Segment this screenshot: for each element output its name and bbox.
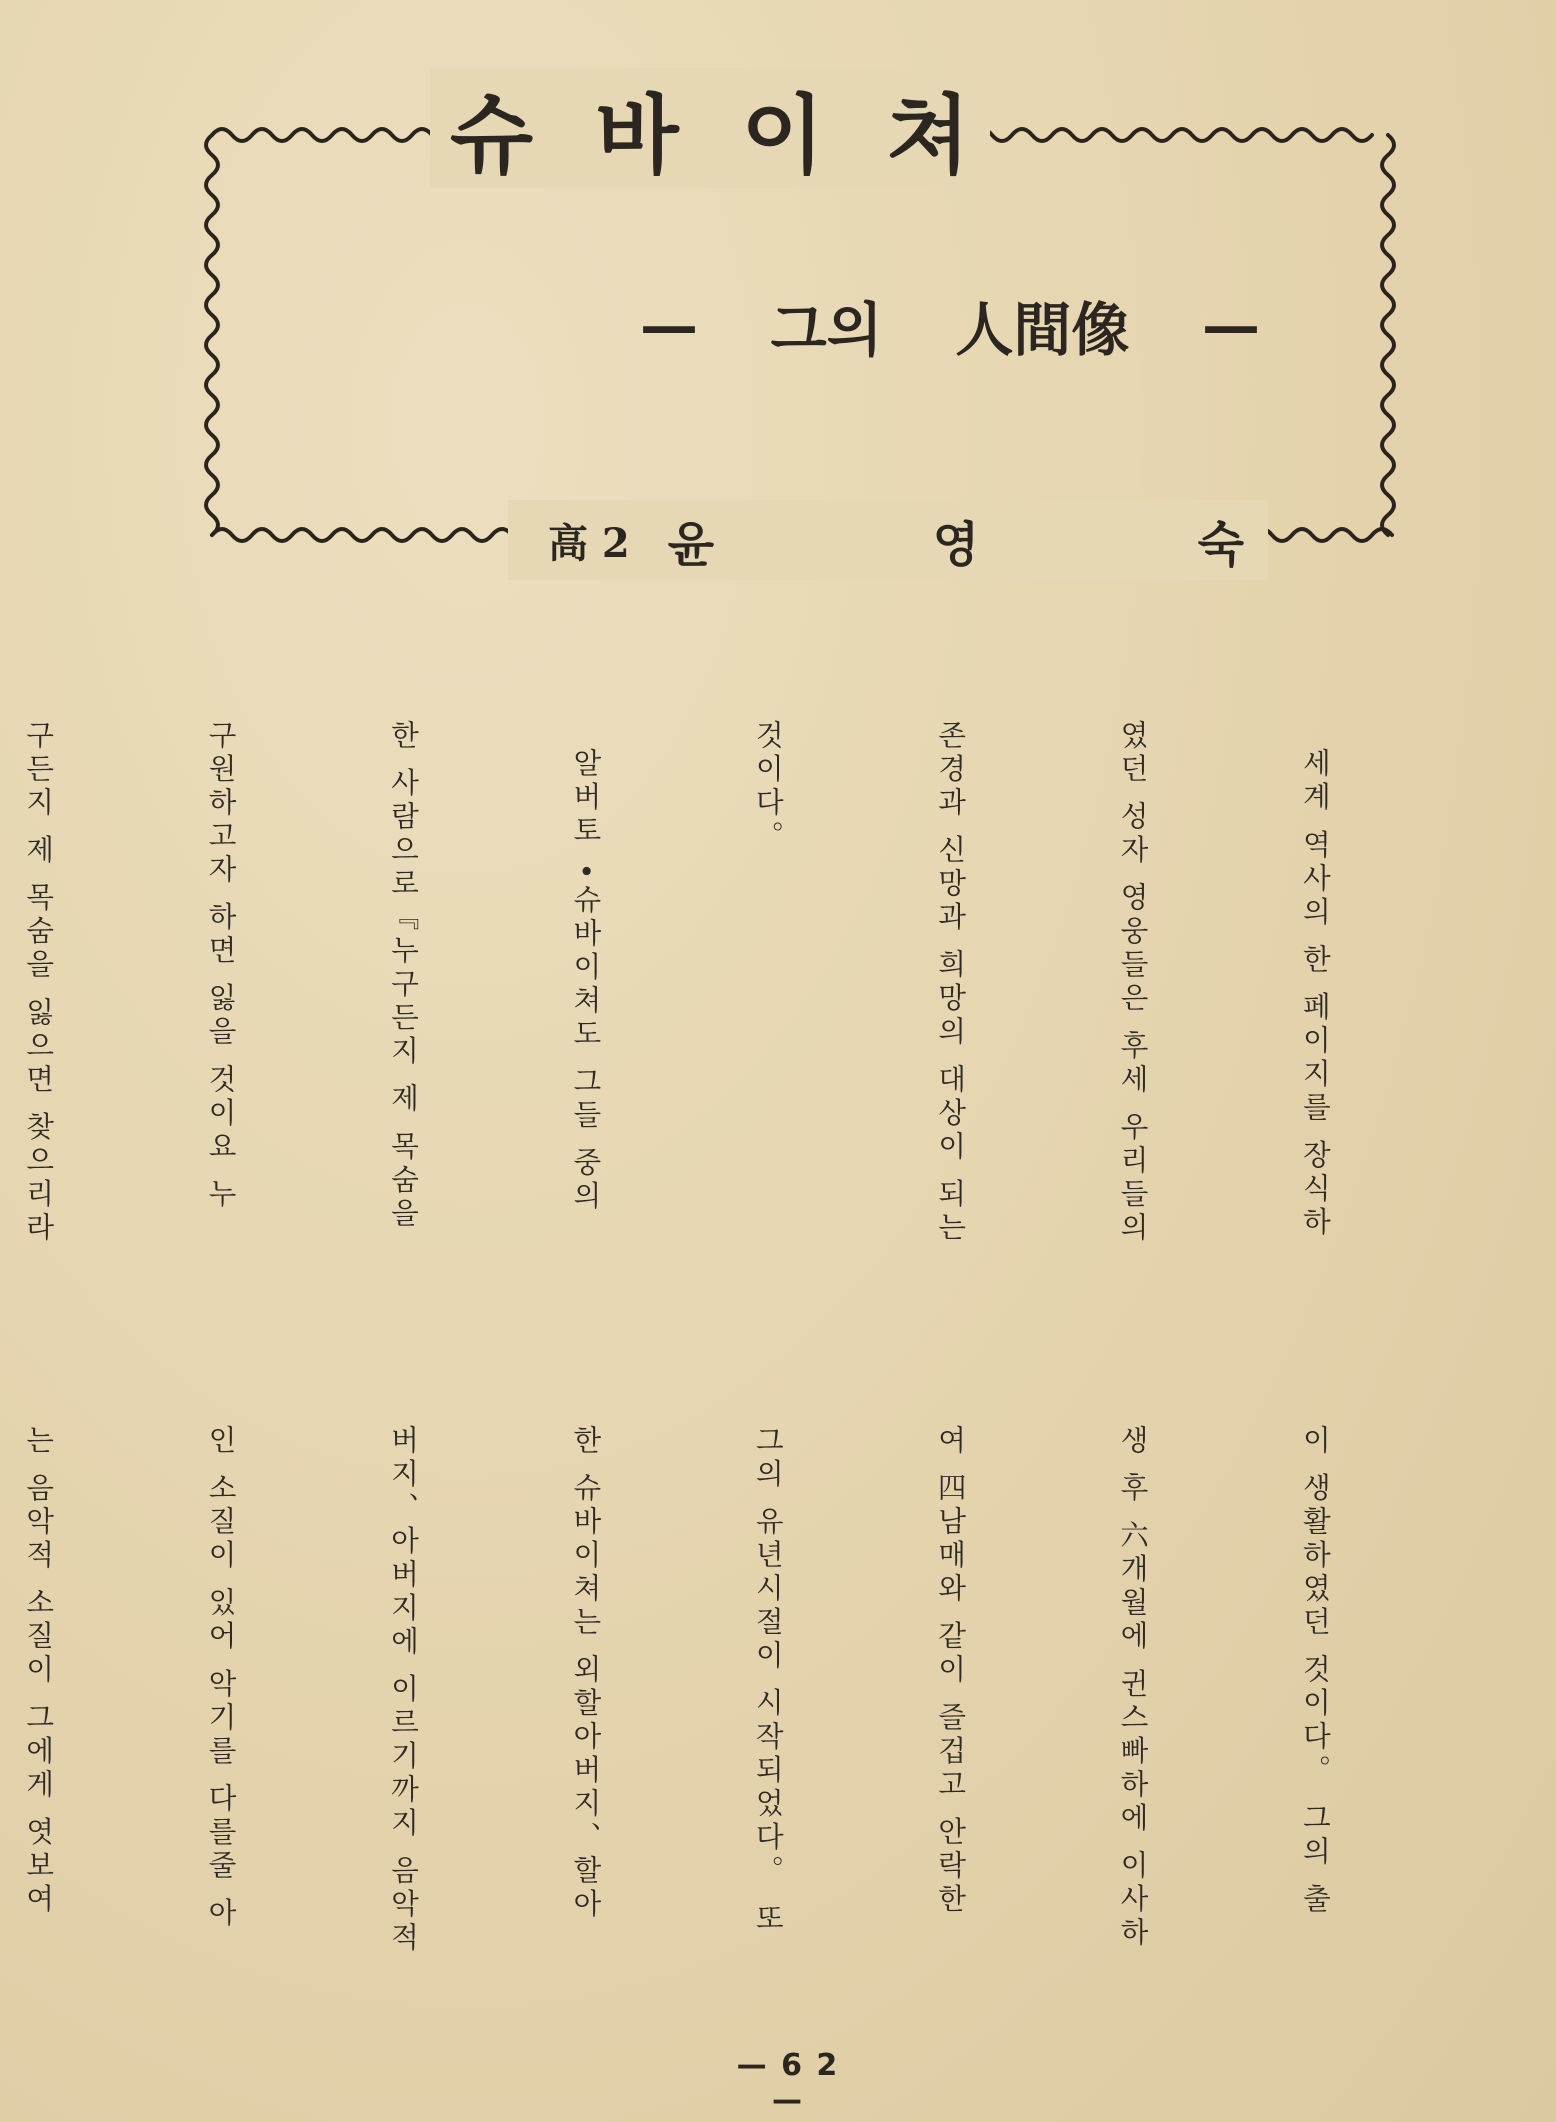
text-line: 그의 유년시절이 시작되었다。 또 bbox=[751, 1425, 785, 1937]
article-title bbox=[430, 68, 990, 188]
text-line: 생 후 六개월에 귄스빠하에 이사하 bbox=[1116, 1425, 1150, 1951]
subtitle-dash-open: — bbox=[640, 291, 698, 359]
text-line: 는 음악적 소질이 그에게 엿보여 bbox=[21, 1425, 55, 1917]
text-line: 한 슈바이쳐는 외할아버지、할아 bbox=[568, 1425, 602, 1923]
subtitle-dash-close: — bbox=[1202, 291, 1260, 359]
text-line: 인 소질이 있어 악기를 다를줄 아 bbox=[204, 1425, 238, 1931]
page-number: — 6 2 — bbox=[736, 2048, 840, 2118]
subtitle-hanja: 人間像 bbox=[955, 296, 1130, 364]
text-line: 존경과 신망과 희망의 대상이 되는 bbox=[933, 720, 967, 1246]
text-line: 세계 역사의 한 페이지를 장식하 bbox=[1298, 720, 1332, 1240]
text-line: 구원하고자 하면 잃을 것이요 누 bbox=[204, 720, 238, 1212]
text-line: 것이다。 bbox=[751, 720, 785, 854]
body-text-lower bbox=[21, 1425, 1466, 2025]
article-subtitle bbox=[640, 280, 1260, 370]
text-line: 이 생활하였던 것이다。 그의 출 bbox=[1298, 1425, 1332, 1917]
text-line: 알버토 •슈바이쳐도 그들 중의 bbox=[568, 720, 602, 1215]
subtitle-korean: 그의 bbox=[770, 296, 883, 364]
body-text-upper bbox=[21, 720, 1466, 1370]
author-char: 숙 bbox=[1197, 516, 1244, 573]
author-char: 윤 bbox=[667, 516, 715, 573]
title-char: 슈 bbox=[450, 86, 534, 186]
author-name bbox=[668, 506, 1244, 575]
byline bbox=[508, 500, 1268, 580]
author-char: 영 bbox=[932, 516, 980, 573]
title-char: 바 bbox=[595, 86, 679, 186]
text-line: 였던 성자 영웅들은 후세 우리들의 bbox=[1116, 720, 1150, 1246]
text-line: 한 사람으로『누구든지 제 목숨을 bbox=[386, 720, 420, 1232]
text-line: 구든지 제 목숨을 잃으면 찾으리라 bbox=[21, 720, 55, 1246]
text-line: 여 四남매와 같이 즐겁고 안락한 bbox=[933, 1425, 967, 1917]
author-grade: 高 2 bbox=[548, 519, 630, 567]
text-line: 버지、아버지에 이르기까지 음악적 bbox=[386, 1425, 420, 1956]
title-char: 이 bbox=[741, 86, 825, 186]
title-char: 쳐 bbox=[886, 86, 970, 186]
